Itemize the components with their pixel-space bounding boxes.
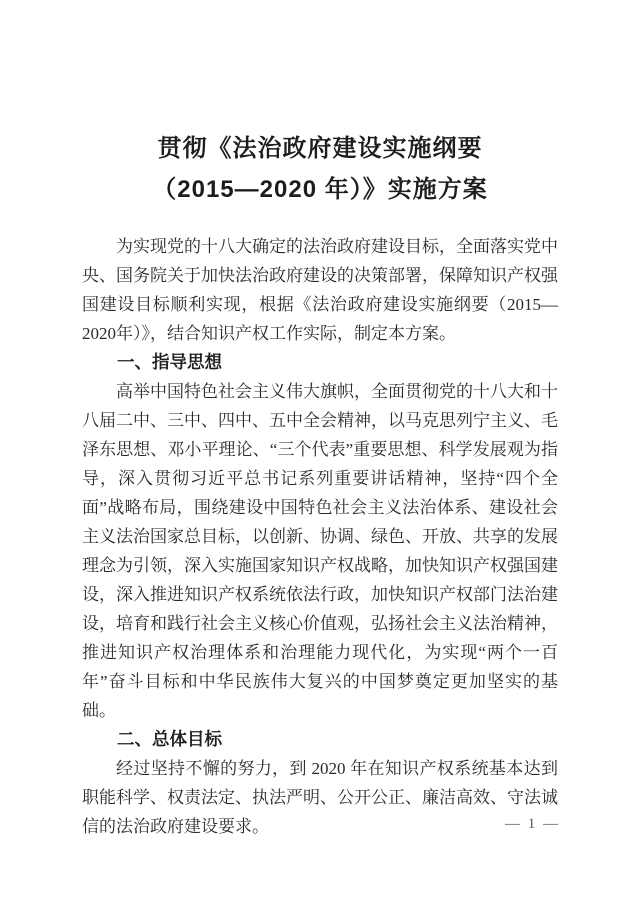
intro-paragraph: 为实现党的十八大确定的法治政府建设目标，全面落实党中央、国务院关于加快法治政府建设的决策部署，保障知识产权强国建设目标顺利实现，根据《法治政府建设实施纲要（2015—2020年）》，结合知识产权工作实际，制定本方案。 [82,237,558,343]
document-title [82,128,558,210]
section-heading-overall-goal: 二、总体目标 [117,729,222,749]
section-heading-guiding-ideology: 一、指导思想 [117,352,222,372]
section-body-overall-goal: 经过坚持不懈的努力，到 2020 年在知识产权系统基本达到职能科学、权责法定、执法严明、公开公正、廉洁高效、守法诚信的法治政府建设要求。 [82,759,558,836]
section-body-guiding-ideology: 高举中国特色社会主义伟大旗帜，全面贯彻党的十八大和十八届二中、三中、四中、五中全会精神，以马克思列宁主义、毛泽东思想、邓小平理论、“三个代表”重要思想、科学发展观为指导，深入贯彻习近平总书记系列重要讲话精神，坚持“四个全面”战略布局，围绕建设中国特色社会主义法治体系、建设社会主义法治国家总目标，以创新、协调、绿色、开放、共享的发展理念为引领，深入实施国家知识产权战略，加快知识产权强国建设，深入推进知识产权系统依法行政，加快知识产权部门法治建设，培育和践行社会主义核心价值观，弘扬社会主义法治精神，推进知识产权治理体系和治理能力现代化，为实现“两个一百年”奋斗目标和中华民族伟大复兴的中国梦奠定更加坚实的基础。 [82,382,558,720]
page-number: — 1 — [505,816,560,832]
text-column [82,0,558,841]
title-line-1: 贯彻《法治政府建设实施纲要 [157,135,483,162]
title-line-2: （2015—2020 年）》实施方案 [152,176,488,203]
